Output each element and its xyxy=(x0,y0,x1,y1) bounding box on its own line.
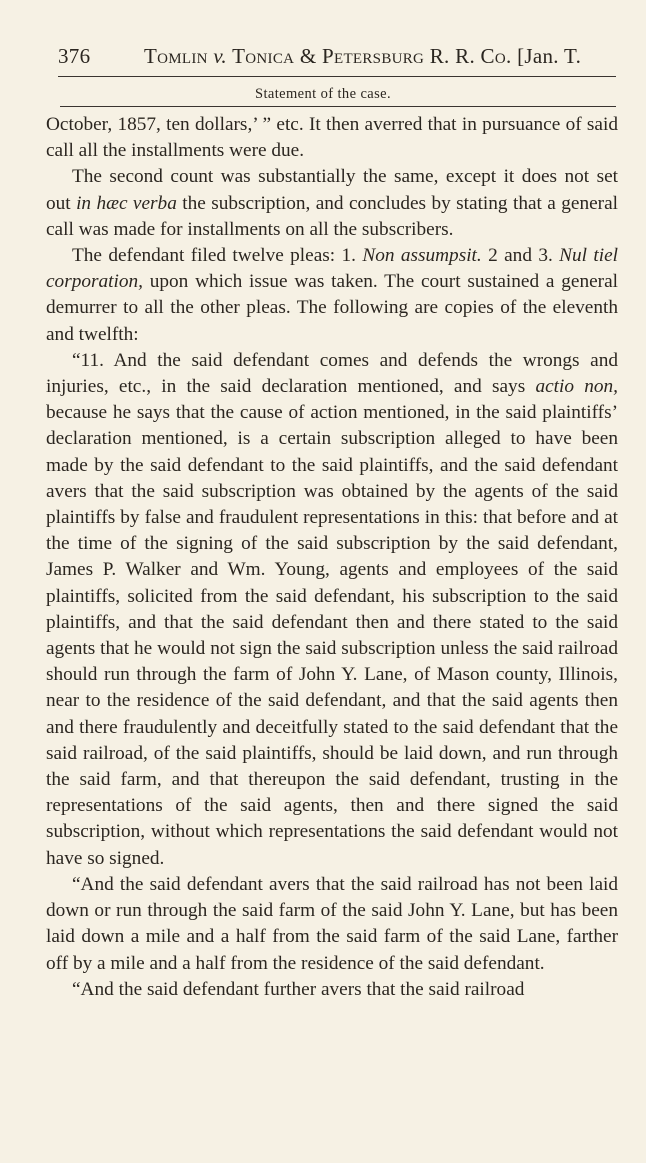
case-title-defendant: Tonica & Petersburg R. R. Co. xyxy=(226,44,512,68)
plea-name-1: Non assumpsit. xyxy=(362,245,482,267)
header-rule xyxy=(58,76,616,77)
page-number: 376 xyxy=(58,44,91,68)
section-subheading: Statement of the case. xyxy=(254,86,392,102)
plea-name-2: Nul tiel corporation, xyxy=(46,245,619,293)
running-header xyxy=(58,44,628,72)
case-title-plaintiff: Tomlin xyxy=(144,44,214,68)
paragraph-5: “And the said defendant avers that the said railroad has not been laid down or run through the said farm of the said John Y. Lane, but has been laid down a mile and a half from the said farm of the said Lane, farther off by a mile and a half from the residence of the said defendant. xyxy=(46,873,618,974)
paragraph-6: “And the said defendant further avers that the said railroad xyxy=(72,978,525,1000)
paragraph-3: The defendant filed twelve pleas: 1. Non assumpsit. 2 and 3. Nul tiel corporation, upon which issue was taken. The court sustained a general demurrer to all the other pleas. The following are copies of the eleventh and twelfth: xyxy=(46,245,619,345)
paragraph-1: October, 1857, ten dollars,’ ” etc. It then averred that in pursuance of said call all the installments were due. xyxy=(46,114,618,162)
latin-phrase: in hæc verba xyxy=(76,192,177,214)
case-title-versus: v. xyxy=(213,44,227,68)
latin-phrase-2: actio non, xyxy=(535,376,618,398)
subheading-rule xyxy=(60,106,616,107)
paragraph-2: The second count was substantially the same, except it does not set out in hæc verba the subscription, and concludes by stating that a general call was made for installments on all the subscribers. xyxy=(46,166,618,240)
term-label: [Jan. T. xyxy=(511,44,582,68)
body-text xyxy=(46,112,618,1003)
paragraph-4: “11. And the said defendant comes and defends the wrongs and injuries, etc., in the said declaration mentioned, and says actio non, because he says that the cause of action mentioned, in the said plaintiffs’ declaration mentioned, is a certain subscription alleged to have been made by the said defendant to the said plaintiffs, and the said defendant avers that the said subscription was obtained by the agents of the said plaintiffs by false and fraudulent representations in this: that before and at the time of the signing of the said subscription by the said defendant, James P. Walker and Wm. Young, agents and employees of the said plaintiffs, solicited from the said defendant, his subscription to the said plaintiffs, and that the said defendant then and there stated to the said agents that he would not sign the said subscription unless the said railroad should run through the farm of John Y. Lane, of Mason county, Illinois, near to the residence of the said defendant, and that the said agents then and there fraudulently and deceitfully stated to the said defendant that the said railroad, of the said plaintiffs, should be laid down, and run through the said farm, and that thereupon the said defendant, trusting in the representations of the said agents, then and there signed the said subscription, without which representations the said defendant would not have so signed. xyxy=(46,349,618,869)
case-title xyxy=(144,44,581,69)
